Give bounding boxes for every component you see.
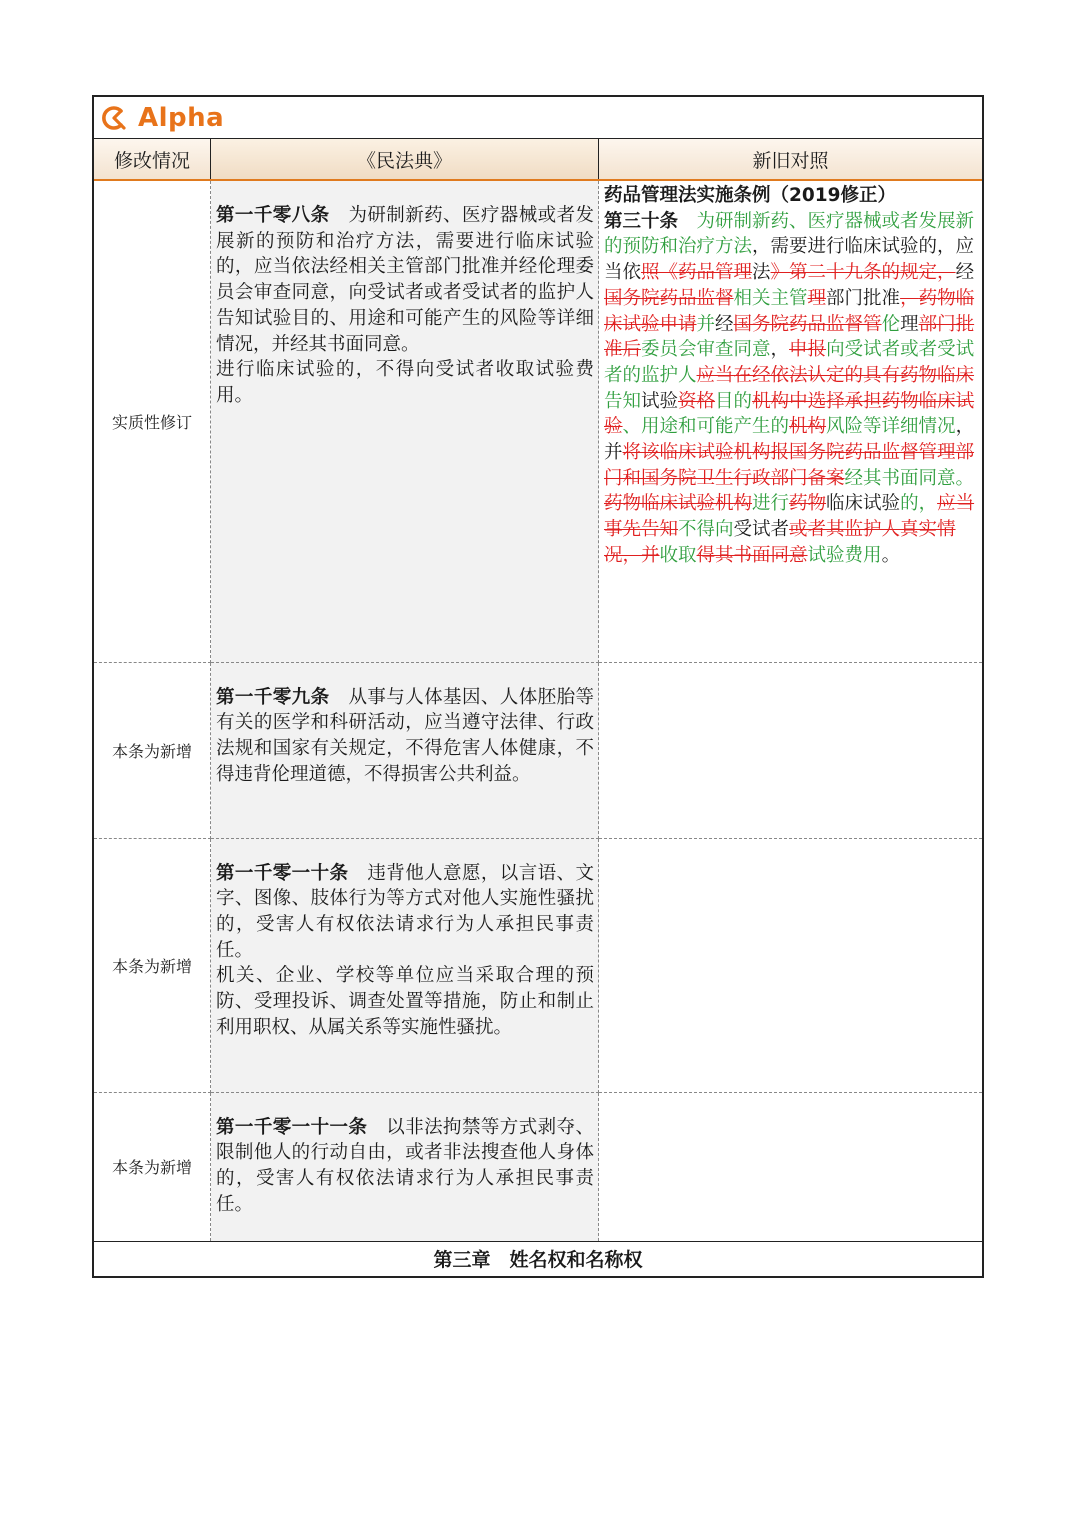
article-text: 为研制新药、医疗器械或者发展新的预防和治疗方法，需要进行临床试验的，应当依法经相关主管部门批准并经伦理委员会审查同意，向受试者或者受试者的监护人告知试验目的、用途和可能产生的风险等详细情况，并经其书面同意。 xyxy=(216,205,594,355)
civil-code-cell xyxy=(211,662,599,838)
added-text: 风险等详细情况 xyxy=(826,416,956,438)
header-change-type: 修改情况 xyxy=(94,139,211,180)
added-text: 不得向 xyxy=(678,519,734,541)
compare-text xyxy=(604,209,978,569)
deleted-text: 机构中选择承担药物临床试验 xyxy=(604,390,975,438)
deleted-text: 应当事先告知 xyxy=(604,493,975,541)
article-text-2: 进行临床试验的，不得向受试者收取试验费用。 xyxy=(216,359,594,406)
deleted-text: 将该临床试验机构报国务院药品监督管理部门和国务院卫生行政部门备案 xyxy=(604,442,975,489)
article-text: 违背他人意愿，以言语、文字、图像、肢体行为等方式对他人实施性骚扰的，受害人有权依法请求行为人承担民事责任。 xyxy=(216,862,594,961)
chapter-title: 第三章 姓名权和名称权 xyxy=(433,1249,643,1271)
article-text: 从事与人体基因、人体胚胎等有关的医学和科研活动，应当遵守法律、行政法规和国家有关规定，不得危害人体健康，不得违背伦理道德，不得损害公共利益。 xyxy=(216,686,594,785)
table-row xyxy=(94,1092,982,1241)
deleted-text: 部门批准后 xyxy=(604,313,975,361)
deleted-text: ， xyxy=(900,287,919,309)
unchanged-text: 第三十条 xyxy=(604,210,679,232)
article-text-2: 机关、企业、学校等单位应当采取合理的预防、受理投诉、调查处置等措施，防止和制止利用职权、从属关系等实施性骚扰。 xyxy=(216,965,594,1038)
added-text: 并 xyxy=(696,313,716,335)
unchanged-text: 受试者 xyxy=(733,519,790,541)
added-text: 试验费用 xyxy=(807,544,882,566)
article-number: 第一千零一十条 xyxy=(216,862,349,884)
added-text: 向受试者或者受试者的监护人 xyxy=(604,339,975,386)
logo-bar xyxy=(94,97,982,139)
deleted-text: 申报 xyxy=(789,339,827,361)
compare-source: 药品管理法实施条例（2019修正） xyxy=(604,185,896,206)
compare-cell xyxy=(599,1092,983,1241)
table-row xyxy=(94,180,982,662)
unchanged-text: 法 xyxy=(752,262,771,284)
unchanged-text: 临床试验 xyxy=(826,493,901,515)
comparison-table xyxy=(94,139,982,1276)
deleted-text: 照《药品管理 xyxy=(641,262,753,284)
change-type-cell: 实质性修订 xyxy=(94,180,211,662)
unchanged-text: ， xyxy=(770,339,790,361)
unchanged-text: 。 xyxy=(881,544,901,566)
deleted-text: 国务院药品监督管 xyxy=(733,313,882,335)
table-row xyxy=(94,662,982,838)
deleted-text: 应当在经依法认定的具有药物临床 xyxy=(696,364,975,386)
added-text: 相关主管 xyxy=(733,287,808,309)
unchanged-text: 理 xyxy=(900,313,919,335)
added-text: 的， xyxy=(900,493,938,515)
header-old-new: 新旧对照 xyxy=(599,139,983,180)
unchanged-text: 部门批准 xyxy=(826,287,901,309)
added-text: 为研制新药、医疗器械或者发展新的预防和治疗方法 xyxy=(604,210,975,258)
deleted-text: 药物临床试验机构 xyxy=(604,493,753,515)
table-row xyxy=(94,838,982,1092)
article-number: 第一千零九条 xyxy=(216,686,330,708)
added-text: 目的 xyxy=(715,390,753,412)
change-type-cell: 本条为新增 xyxy=(94,662,211,838)
unchanged-text: 经 xyxy=(955,262,975,284)
added-text: 、用途和可能产生的 xyxy=(622,416,790,438)
article-number: 第一千零八条 xyxy=(216,205,330,226)
civil-code-cell xyxy=(211,180,599,662)
deleted-text: 或者其监护人真实情况，并 xyxy=(604,519,956,566)
civil-code-cell xyxy=(211,1092,599,1241)
civil-code-cell xyxy=(211,838,599,1092)
article-number: 第一千零一十一条 xyxy=(216,1116,368,1138)
added-text: 伦 xyxy=(881,313,901,335)
deleted-text: 药物 xyxy=(789,493,827,515)
deleted-text: 药物临床试验申请 xyxy=(604,287,975,335)
unchanged-text: 试验 xyxy=(641,390,679,412)
deleted-text: 国务院药品监督 xyxy=(604,287,734,309)
change-type-cell: 本条为新增 xyxy=(94,1092,211,1241)
deleted-text: 》第二十九条的规定， xyxy=(770,262,956,284)
compare-cell xyxy=(599,662,983,838)
alpha-logo-icon xyxy=(100,103,130,133)
added-text: 进行 xyxy=(752,493,790,515)
added-text: 经其书面同意。 xyxy=(844,467,975,489)
deleted-text: 理 xyxy=(807,287,827,309)
unchanged-text xyxy=(678,211,697,232)
unchanged-text: ，需要进行临床试验的，应当依 xyxy=(604,236,975,284)
change-type-cell: 本条为新增 xyxy=(94,838,211,1092)
unchanged-text: ，并 xyxy=(604,416,975,464)
compare-cell xyxy=(599,838,983,1092)
article-text: 以非法拘禁等方式剥夺、限制他人的行动自由，或者非法搜查他人身体的，受害人有权依法请求行为人承担民事责任。 xyxy=(216,1116,594,1215)
added-text: 告知 xyxy=(604,390,642,412)
comparison-document xyxy=(92,95,984,1278)
added-text: 委员会审查同意 xyxy=(641,339,771,361)
chapter-row xyxy=(94,1241,982,1276)
deleted-text: 机构 xyxy=(789,416,827,438)
deleted-text: 得其书面同意 xyxy=(696,544,808,566)
unchanged-text: 经 xyxy=(715,313,734,335)
compare-cell xyxy=(599,180,983,662)
header-civil-code: 《民法典》 xyxy=(211,139,599,180)
added-text: 收取 xyxy=(659,544,697,566)
logo-text: Alpha xyxy=(138,102,225,133)
deleted-text: 资格 xyxy=(678,390,716,412)
header-row xyxy=(94,139,982,180)
